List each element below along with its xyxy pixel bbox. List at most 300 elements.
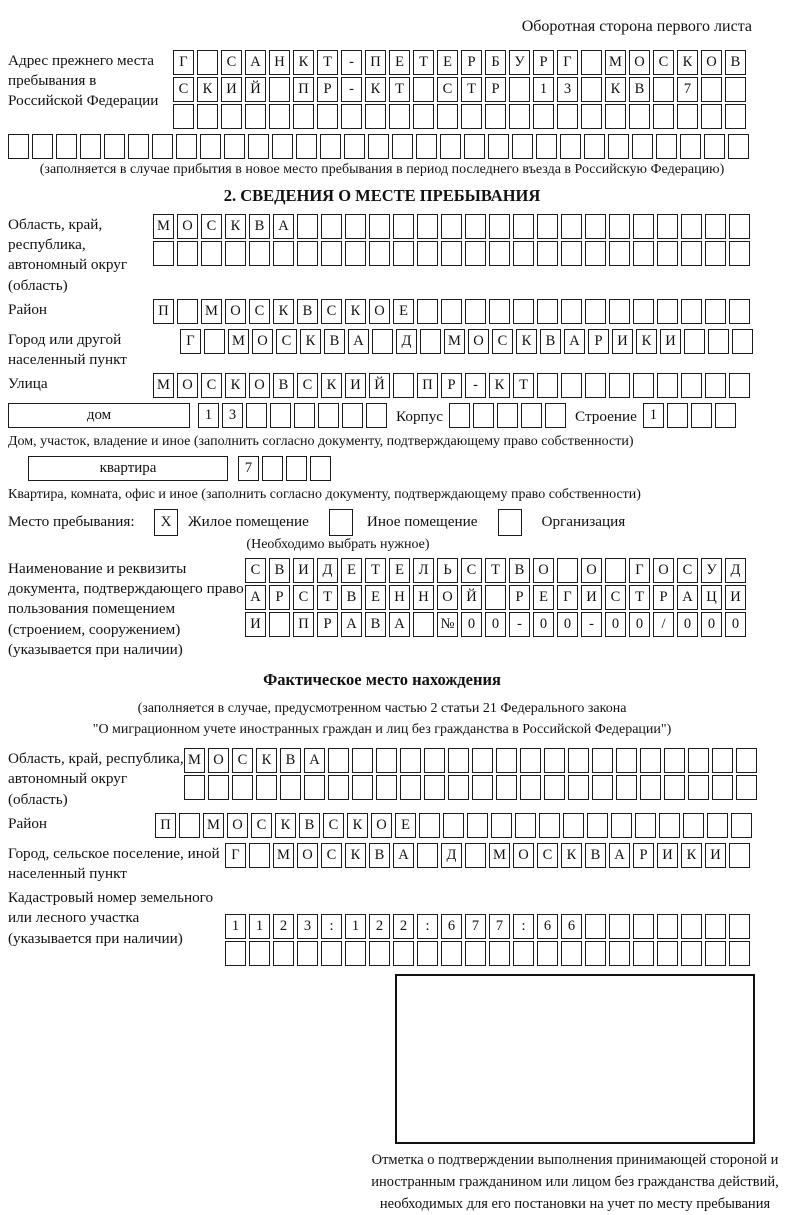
char-cell [729, 914, 750, 939]
char-cell [520, 775, 541, 800]
char-cell: Р [588, 329, 609, 354]
section2-title: 2. СВЕДЕНИЯ О МЕСТЕ ПРЕБЫВАНИЯ [223, 185, 541, 205]
char-cell [400, 775, 421, 800]
char-cell: В [280, 748, 301, 773]
char-cell [701, 104, 722, 129]
char-cell: Д [396, 329, 417, 354]
char-cell [633, 214, 654, 239]
char-cell: О [468, 329, 489, 354]
char-cell [729, 373, 750, 398]
char-cell: 7 [677, 77, 698, 102]
char-cell [197, 50, 218, 75]
other-premises-checkbox [329, 509, 353, 536]
char-cell [633, 941, 654, 966]
char-cell: - [341, 50, 362, 75]
char-cell: О [249, 373, 270, 398]
char-cell: Р [461, 50, 482, 75]
char-cell: О [701, 50, 722, 75]
street-label: Улица [8, 375, 48, 393]
char-cell [441, 241, 462, 266]
prev-address-row-2 [173, 77, 749, 102]
char-cell [581, 50, 602, 75]
char-cell: И [245, 612, 266, 637]
document-label: Наименование и реквизиты документа, подтверждающего право пользования помещением (строением, сооружением) (указывается при наличии) [8, 559, 244, 658]
char-cell: Г [629, 558, 650, 583]
char-cell: 1 [249, 914, 270, 939]
actual-region-row-1 [184, 748, 760, 773]
char-cell: К [636, 329, 657, 354]
char-cell [513, 299, 534, 324]
char-cell [653, 104, 674, 129]
stamp-caption: Отметка о подтверждении выполнения принимающей стороной и иностранным гражданином или лицом без гражданства действий, необходимых для его постановки на учет по месту пребывания [371, 1152, 779, 1212]
char-cell [488, 134, 509, 159]
char-cell: Е [341, 558, 362, 583]
char-cell: 0 [461, 612, 482, 637]
stay-type-label: Место пребывания: [8, 513, 135, 531]
char-cell [629, 104, 650, 129]
stroenie-label: Строение [575, 407, 637, 425]
char-cell [372, 329, 393, 354]
char-cell: 0 [629, 612, 650, 637]
char-cell [489, 299, 510, 324]
char-cell [688, 748, 709, 773]
char-cell [246, 403, 267, 428]
char-cell [393, 941, 414, 966]
char-cell [561, 214, 582, 239]
char-cell: Е [533, 585, 554, 610]
char-cell [465, 941, 486, 966]
char-cell [496, 775, 517, 800]
char-cell: О [581, 558, 602, 583]
char-cell [585, 241, 606, 266]
char-cell: К [256, 748, 277, 773]
char-cell: Л [413, 558, 434, 583]
char-cell [707, 813, 728, 838]
char-cell [294, 403, 315, 428]
char-cell: Р [633, 843, 654, 868]
char-cell: И [612, 329, 633, 354]
char-cell [656, 134, 677, 159]
char-cell [413, 77, 434, 102]
char-cell: - [341, 77, 362, 102]
residential-label: Жилое помещение [188, 513, 309, 531]
char-cell: В [369, 843, 390, 868]
char-cell: С [605, 585, 626, 610]
char-cell [705, 241, 726, 266]
char-cell: 3 [297, 914, 318, 939]
char-cell: У [701, 558, 722, 583]
actual-city-block [8, 843, 756, 884]
char-cell: П [365, 50, 386, 75]
char-cell [465, 299, 486, 324]
char-cell: М [184, 748, 205, 773]
char-cell: 2 [273, 914, 294, 939]
char-cell: 7 [489, 914, 510, 939]
document-row-3 [245, 612, 749, 637]
char-cell: Р [269, 585, 290, 610]
char-cell [173, 104, 194, 129]
char-cell: О [629, 50, 650, 75]
char-cell: 0 [725, 612, 746, 637]
actual-region-label: Область, край, республика, автономный округ (область) [8, 750, 184, 808]
char-cell: М [203, 813, 224, 838]
char-cell [249, 241, 270, 266]
char-cell [128, 134, 149, 159]
char-cell: 7 [465, 914, 486, 939]
char-cell: С [321, 843, 342, 868]
char-cell [320, 134, 341, 159]
char-cell [657, 241, 678, 266]
char-cell [515, 813, 536, 838]
char-cell [256, 775, 277, 800]
char-cell [592, 748, 613, 773]
char-cell [563, 813, 584, 838]
char-cell: Р [533, 50, 554, 75]
char-cell [491, 813, 512, 838]
char-cell [376, 748, 397, 773]
apartment-type-box: квартира [28, 456, 228, 481]
apartment-caption: Квартира, комната, офис и иное (заполнить согласно документу, подтверждающему право собственности) [8, 487, 641, 503]
char-cell [464, 134, 485, 159]
char-cell [520, 748, 541, 773]
char-cell [715, 403, 736, 428]
char-cell [393, 214, 414, 239]
char-cell [581, 77, 602, 102]
char-cell: 3 [222, 403, 243, 428]
char-cell: К [347, 813, 368, 838]
char-cell: А [341, 612, 362, 637]
char-cell: 7 [238, 456, 259, 481]
char-cell: : [513, 914, 534, 939]
char-cell: С [249, 299, 270, 324]
char-cell [286, 456, 307, 481]
char-cell [249, 941, 270, 966]
char-cell: 1 [198, 403, 219, 428]
char-cell: О [227, 813, 248, 838]
char-cell: Е [389, 558, 410, 583]
char-cell [345, 241, 366, 266]
char-cell [204, 329, 225, 354]
char-cell [585, 914, 606, 939]
char-cell [176, 134, 197, 159]
city-row [180, 329, 756, 354]
char-cell: 2 [369, 914, 390, 939]
char-cell [640, 748, 661, 773]
char-cell [708, 329, 729, 354]
prev-address-caption: (заполняется в случае прибытия в новое место пребывания в период последнего въезда в Российскую Федерацию) [39, 162, 725, 177]
document-row-2 [245, 585, 749, 610]
char-cell [609, 214, 630, 239]
char-cell [592, 775, 613, 800]
char-cell: 2 [393, 914, 414, 939]
char-cell [465, 843, 486, 868]
char-cell [345, 941, 366, 966]
char-cell [179, 813, 200, 838]
char-cell: 0 [701, 612, 722, 637]
char-cell [177, 241, 198, 266]
char-cell: Г [557, 50, 578, 75]
actual-city-row [225, 843, 753, 868]
char-cell [584, 134, 605, 159]
char-cell: Т [485, 558, 506, 583]
char-cell [729, 299, 750, 324]
char-cell: Й [245, 77, 266, 102]
char-cell: С [251, 813, 272, 838]
char-cell [609, 299, 630, 324]
actual-district-label: Район [8, 814, 48, 832]
residential-checkbox: X [154, 509, 178, 536]
char-cell [342, 403, 363, 428]
actual-location-caption [8, 698, 756, 740]
char-cell: К [681, 843, 702, 868]
char-cell [417, 843, 438, 868]
char-cell: М [444, 329, 465, 354]
char-cell: К [365, 77, 386, 102]
korpus-cells [449, 403, 569, 428]
prev-address-row-1 [173, 50, 749, 75]
char-cell [153, 241, 174, 266]
char-cell [496, 748, 517, 773]
char-cell [616, 748, 637, 773]
char-cell: Р [441, 373, 462, 398]
char-cell: Ь [437, 558, 458, 583]
char-cell [536, 134, 557, 159]
char-cell: М [201, 299, 222, 324]
apartment-row [8, 456, 756, 483]
char-cell [248, 134, 269, 159]
char-cell [705, 914, 726, 939]
char-cell [376, 775, 397, 800]
char-cell [561, 299, 582, 324]
char-cell [269, 612, 290, 637]
char-cell: Д [441, 843, 462, 868]
organization-checkbox [498, 509, 522, 536]
char-cell [677, 104, 698, 129]
char-cell [705, 214, 726, 239]
char-cell [585, 214, 606, 239]
char-cell [633, 914, 654, 939]
prev-address-cells [173, 50, 749, 131]
char-cell [681, 299, 702, 324]
other-premises-label: Иное помещение [366, 513, 478, 531]
char-cell [200, 134, 221, 159]
char-cell: Е [395, 813, 416, 838]
char-cell: С [201, 214, 222, 239]
document-cells [245, 558, 749, 660]
char-cell: Т [413, 50, 434, 75]
char-cell: К [225, 214, 246, 239]
char-cell [465, 214, 486, 239]
char-cell [465, 241, 486, 266]
char-cell: О [225, 299, 246, 324]
actual-location-title: Фактическое место нахождения [263, 670, 501, 690]
stamp-box [395, 974, 755, 1144]
char-cell [545, 403, 566, 428]
prev-address-label: Адрес прежнего места пребывания в Российской Федерации [8, 52, 159, 110]
char-cell: Т [461, 77, 482, 102]
char-cell: В [249, 214, 270, 239]
char-cell [417, 941, 438, 966]
char-cell [633, 373, 654, 398]
char-cell: О [371, 813, 392, 838]
char-cell [393, 373, 414, 398]
char-cell [537, 214, 558, 239]
char-cell [321, 214, 342, 239]
char-cell [448, 748, 469, 773]
char-cell: 6 [537, 914, 558, 939]
char-cell [544, 748, 565, 773]
char-cell: 0 [533, 612, 554, 637]
char-cell [657, 299, 678, 324]
cadastral-row-1 [225, 914, 753, 939]
char-cell [659, 813, 680, 838]
char-cell: В [629, 77, 650, 102]
char-cell: М [273, 843, 294, 868]
char-cell: В [297, 299, 318, 324]
char-cell: К [605, 77, 626, 102]
char-cell [667, 403, 688, 428]
char-cell: Е [365, 585, 386, 610]
char-cell: М [605, 50, 626, 75]
char-cell [345, 214, 366, 239]
char-cell: А [393, 843, 414, 868]
char-cell: - [581, 612, 602, 637]
char-cell [712, 775, 733, 800]
char-cell: Е [389, 50, 410, 75]
char-cell: А [609, 843, 630, 868]
char-cell: К [345, 299, 366, 324]
char-cell [413, 612, 434, 637]
char-cell [657, 914, 678, 939]
char-cell [449, 403, 470, 428]
char-cell: 3 [557, 77, 578, 102]
char-cell [304, 775, 325, 800]
char-cell [513, 241, 534, 266]
char-cell: М [153, 214, 174, 239]
char-cell: А [564, 329, 585, 354]
char-cell: Н [389, 585, 410, 610]
char-cell: К [345, 843, 366, 868]
char-cell [417, 299, 438, 324]
char-cell: С [173, 77, 194, 102]
char-cell: А [245, 585, 266, 610]
char-cell: Т [389, 77, 410, 102]
char-cell [472, 748, 493, 773]
char-cell: В [540, 329, 561, 354]
char-cell [705, 941, 726, 966]
char-cell [341, 104, 362, 129]
char-cell [581, 104, 602, 129]
char-cell [537, 299, 558, 324]
char-cell: М [489, 843, 510, 868]
char-cell: С [653, 50, 674, 75]
char-cell [632, 134, 653, 159]
char-cell [270, 403, 291, 428]
char-cell: Г [557, 585, 578, 610]
char-cell: С [437, 77, 458, 102]
char-cell [544, 775, 565, 800]
char-cell: В [509, 558, 530, 583]
char-cell: И [581, 585, 602, 610]
region-row-1 [153, 214, 753, 239]
char-cell [728, 134, 749, 159]
char-cell [688, 775, 709, 800]
char-cell: А [348, 329, 369, 354]
char-cell [633, 299, 654, 324]
char-cell [653, 77, 674, 102]
char-cell: Н [413, 585, 434, 610]
char-cell [657, 941, 678, 966]
char-cell [635, 813, 656, 838]
char-cell [683, 813, 704, 838]
char-cell: С [232, 748, 253, 773]
district-row [153, 299, 753, 324]
char-cell [417, 241, 438, 266]
char-cell: 6 [561, 914, 582, 939]
char-cell: П [153, 299, 174, 324]
char-cell [560, 134, 581, 159]
char-cell [221, 104, 242, 129]
region-label: Область, край, республика, автономный округ (область) [8, 215, 128, 294]
char-cell [472, 775, 493, 800]
char-cell [568, 748, 589, 773]
char-cell: : [321, 914, 342, 939]
char-cell [448, 775, 469, 800]
prev-address-row-4 [8, 134, 756, 159]
char-cell: Т [513, 373, 534, 398]
char-cell: К [561, 843, 582, 868]
char-cell: Р [317, 77, 338, 102]
char-cell: В [725, 50, 746, 75]
char-cell: А [389, 612, 410, 637]
actual-region-row-2 [184, 775, 760, 800]
street-row [153, 373, 753, 398]
char-cell: Н [269, 50, 290, 75]
char-cell: Г [225, 843, 246, 868]
char-cell [201, 241, 222, 266]
char-cell [640, 775, 661, 800]
char-cell [736, 775, 757, 800]
stay-type-caption: (Необходимо выбрать нужное) [246, 536, 430, 552]
char-cell: К [321, 373, 342, 398]
char-cell [664, 775, 685, 800]
char-cell [280, 775, 301, 800]
cadastral-label: Кадастровый номер земельного или лесного участка (указывается при наличии) [8, 889, 214, 947]
char-cell [152, 134, 173, 159]
char-cell [225, 941, 246, 966]
char-cell [417, 214, 438, 239]
cadastral-block [8, 887, 756, 968]
char-cell: И [705, 843, 726, 868]
char-cell: К [197, 77, 218, 102]
char-cell: П [417, 373, 438, 398]
char-cell [8, 134, 29, 159]
char-cell: Й [461, 585, 482, 610]
char-cell [424, 775, 445, 800]
char-cell [561, 373, 582, 398]
char-cell [467, 813, 488, 838]
char-cell [705, 373, 726, 398]
char-cell [609, 914, 630, 939]
char-cell: И [660, 329, 681, 354]
char-cell [321, 941, 342, 966]
char-cell [352, 775, 373, 800]
char-cell [293, 104, 314, 129]
char-cell: 0 [605, 612, 626, 637]
char-cell: О [437, 585, 458, 610]
house-type-box: дом [8, 403, 190, 428]
char-cell: М [228, 329, 249, 354]
